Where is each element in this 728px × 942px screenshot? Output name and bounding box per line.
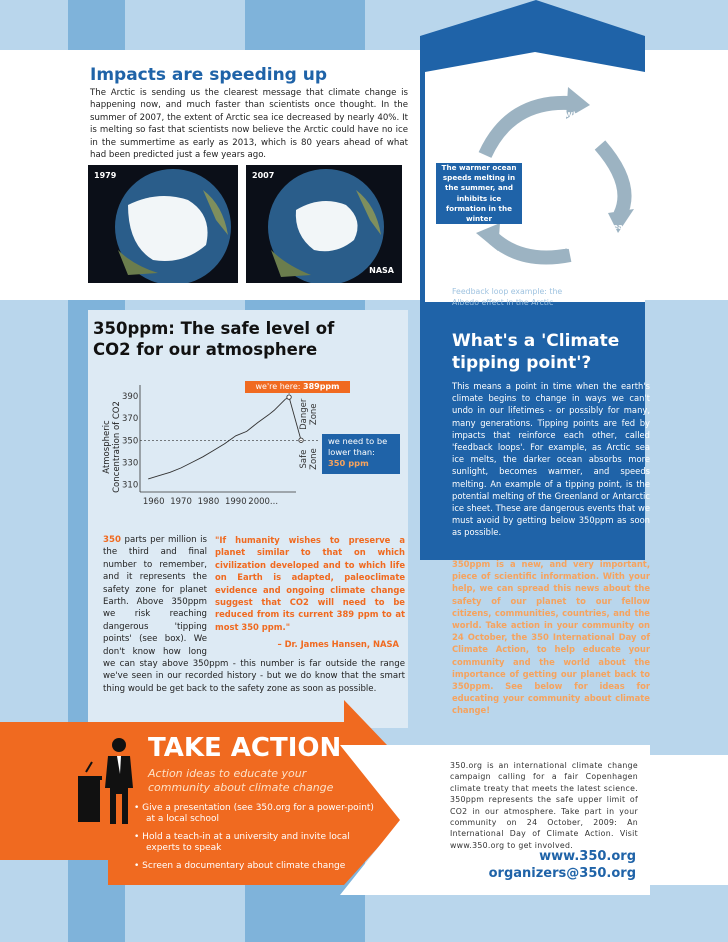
feedback-caption	[452, 286, 562, 308]
speaker-icon	[78, 736, 138, 828]
ppm-title-line: CO2 for our atmosphere	[93, 340, 318, 359]
annotation-target-line: lower than:	[328, 447, 375, 457]
chart-x-tick-label: 1990	[224, 497, 247, 507]
chart-y-tick-label: 330	[122, 458, 139, 469]
quote-author: – Dr. James Hansen, NASA	[277, 639, 399, 650]
photo-credit: NASA	[369, 266, 394, 275]
annotation-target-line: we need to be	[328, 436, 388, 446]
org-website[interactable]: www.350.org	[539, 849, 636, 864]
chart-x-tick-label: 2000...	[248, 497, 279, 507]
hansen-quote	[215, 534, 405, 651]
chart-y-tick-label: 390	[122, 392, 139, 403]
ppm-title-line: 350ppm: The safe level of	[93, 319, 335, 338]
take-action-subtitle	[148, 767, 333, 795]
chart-danger-zone-label: DangerZone	[299, 398, 319, 430]
impacts-body: The Arctic is sending us the clearest message that climate change is happening now, and much faster than scientists once thought. In the summer of 2007, the extent of Arctic sea ice decreased by nearly 40%. It is melting so fast that scientists now believe the Arctic could have no ice in the summertime as early as 2013, which is 80 years ahead of what had been predicted just a few years ago.	[90, 88, 408, 161]
tipping-title-line: What's a 'Climate	[452, 331, 620, 351]
quote-text: "If humanity wishes to preserve a planet similar to that on which civilization developed and to which life on Earth is adapted, paleoclimate evidence and ongoing climate change suggest that CO2 will need to be reduced from its current	[215, 535, 405, 620]
loop-label-white-ice: White sea-ice melts	[565, 110, 620, 129]
tipping-body: This means a point in time when the earth's climate begins to change in ways we can't undo in our lifetimes - or possibly for many, many generations. Tipping points are fed by impacts that reinforce each other, called 'feedback loops'. For example, as Arctic sea ice melts, the darker ocean absorbs more sunlight, becomes warmer, and speeds melting. An example of a tipping point, is the potential melting of the Greenland or Antarctic ice sheet. These are dangerous events that we must avoid by getting below 350ppm as soon as possible.	[452, 381, 650, 538]
quote-text: ."	[282, 621, 291, 632]
tipping-highlight: 350ppm is a new, and very important, piece of scientific information. With your help, we can spread this news about the safety of our planet to our fellow citizens, communities, countries, and the world. Take action in your community on 24 October, the 350 International Day of Climate Action, to help educate your community and the world about the importance of getting our planet back to 350ppm. See below for ideas for educating your community about climate change!	[452, 559, 650, 716]
take-action-title: TAKE ACTION	[148, 733, 342, 763]
annotation-current	[245, 381, 350, 393]
action-item: • Screen a documentary about climate change	[134, 861, 374, 872]
chart-safe-zone-label: SafeZone	[299, 448, 319, 470]
chart-ylabel-line: Concentration of CO2	[112, 401, 122, 493]
chart-current-point	[287, 395, 291, 399]
org-email[interactable]: organizers@350.org	[488, 866, 636, 881]
chart-x-tick-label: 1970	[170, 497, 192, 507]
ppm-body-number: 350	[103, 535, 121, 545]
photo-year-2007: 2007	[252, 171, 275, 180]
chart-y-tick-label: 310	[122, 480, 139, 491]
chart-x-tick-label: 1960	[142, 497, 165, 507]
quote-ppm-current: 389 ppm	[336, 609, 379, 620]
quote-ppm-target: 350 ppm	[241, 621, 283, 632]
feedback-caption-line: Feedback loop example: the	[452, 287, 563, 296]
chart-series-line	[148, 399, 285, 479]
take-action-subtitle-line: Action ideas to educate your	[148, 767, 307, 780]
loop-arrowhead	[476, 223, 500, 251]
chart-y-tick-label: 350	[122, 436, 139, 447]
loop-arrow-right	[600, 145, 625, 215]
arctic-photo-1979	[88, 165, 238, 283]
chart-y-tick-label: 370	[122, 414, 139, 425]
ppm-title	[93, 318, 334, 360]
take-action-subtitle-line: community about climate change	[148, 781, 334, 794]
quote-text: to at most	[215, 609, 405, 632]
loop-label-dark-ocean: More dark ocean surface absorbs heat rather than reflects it	[560, 222, 628, 262]
annotation-target-value: 350 ppm	[328, 458, 369, 468]
action-list	[134, 803, 374, 872]
action-item: • Give a presentation (see 350.org for a power-point) at a local school	[134, 803, 374, 825]
org-body: 350.org is an international climate change campaign calling for a fair Copenhagen climate treaty that meets the latest science. 350ppm represents the safe upper limit of CO2 in our atmosphere. Take part in your community on 24 October, 2009: An International Day of Climate Action. Visit www.350.org to get involved.	[450, 761, 638, 850]
loop-arrow-bottom	[490, 235, 570, 258]
ppm-body-text: parts per million is the third and final number to remember, and it represents the safety zone for planet Earth. Above 350ppm we risk reaching dangerous 'tipping points' (see box). We don't know how long we can stay above 350ppm - this number is far outside the range we've seen in our recorded history - but we do know that the smart thing would be get back to the safety zone as soon as possible.	[103, 535, 405, 694]
ppm-body	[103, 534, 405, 695]
impacts-title: Impacts are speeding up	[90, 65, 328, 85]
loop-label-warmer-ocean: The warmer ocean speeds melting in the summer, and inhibits ice formation in the winter	[436, 163, 522, 224]
photo-year-1979: 1979	[94, 171, 117, 180]
tipping-title	[452, 330, 619, 374]
feedback-caption-line: Albedo effect in the Arctic	[452, 298, 554, 307]
arctic-globe-image	[88, 165, 238, 283]
action-item: • Hold a teach-in at a university and invite local experts to speak	[134, 832, 374, 854]
tipping-title-line: tipping point'?	[452, 353, 592, 373]
chart-x-tick-label: 1980	[197, 497, 220, 507]
chart-ylabel-line: Atmospheric	[102, 420, 112, 474]
annotation-current-label: we're here:	[255, 382, 303, 391]
annotation-current-value: 389ppm	[303, 382, 340, 391]
arctic-photo-2007	[246, 165, 402, 283]
annotation-target	[322, 434, 400, 474]
